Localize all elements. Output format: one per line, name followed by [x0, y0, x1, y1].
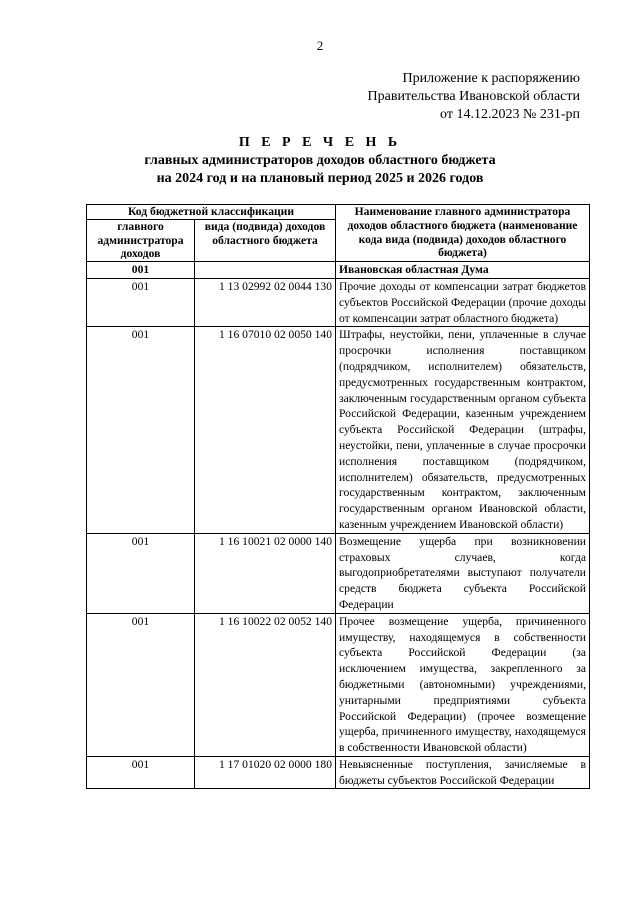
group-row — [87, 262, 590, 279]
row-kbk-code: 1 16 10021 02 0000 140 — [195, 533, 336, 613]
row-admin-code: 001 — [87, 278, 195, 326]
header-admin-name: Наименование главного администратора доходов областного бюджета (наименование кода вида (подвида) доходов областного бюджета) — [336, 205, 590, 262]
row-description: Возмещение ущерба при возникновении страховых случаев, когда выгодоприобретателями выступают получатели средств бюджета субъекта Российской Федерации — [336, 533, 590, 613]
appendix-line-1: Приложение к распоряжению — [402, 71, 580, 86]
page-number: 2 — [316, 38, 324, 53]
row-admin-code: 001 — [87, 533, 195, 613]
header-code-group: Код бюджетной классификации — [87, 205, 336, 220]
group-admin-name: Ивановская областная Дума — [336, 262, 590, 279]
row-kbk-code: 1 16 07010 02 0050 140 — [195, 327, 336, 533]
revenue-administrators-table — [86, 204, 590, 789]
row-admin-code: 001 — [87, 327, 195, 533]
group-kind-code — [195, 262, 336, 279]
document-title: П Е Р Е Ч Е Н Ь — [238, 135, 402, 150]
row-kbk-code: 1 17 01020 02 0000 180 — [195, 756, 336, 789]
table-row — [87, 756, 590, 789]
appendix-line-2: Правительства Ивановской области — [367, 89, 580, 104]
row-kbk-code: 1 13 02992 02 0044 130 — [195, 278, 336, 326]
table-row — [87, 533, 590, 613]
table-row — [87, 278, 590, 326]
subtitle-line-2: на 2024 год и на плановый период 2025 и 2026 годов — [156, 171, 484, 186]
header-admin-code: главного администратора доходов — [87, 219, 195, 261]
row-kbk-code: 1 16 10022 02 0052 140 — [195, 613, 336, 756]
table-row — [87, 327, 590, 533]
row-description: Прочее возмещение ущерба, причиненного имуществу, находящемуся в собственности субъекта Российской Федерации (за исключением имущества, закрепленного за бюджетными (автономными) учреждениями, унитарными предприятиями субъекта Российской Федерации) (прочее возмещение ущерба, причиненного имуществу, находящемуся в собственности Ивановской области) — [336, 613, 590, 756]
row-description: Штрафы, неустойки, пени, уплаченные в случае просрочки исполнения поставщиком (подрядчиком, исполнителем) обязательств, предусмотренных государственным контрактом, заключенным государственным органом субъекта Российской Федерации, казенным учреждением субъекта Российской Федерации (штрафы, неустойки, пени, уплаченные в случае просрочки исполнения поставщиком (подрядчиком, исполнителем) обязательств, предусмотренных государственным контрактом, заключенным государственным органом Ивановской области, казенным учреждением Ивановской области) — [336, 327, 590, 533]
header-kind-code: вида (подвида) доходов областного бюджета — [195, 219, 336, 261]
row-description: Прочие доходы от компенсации затрат бюджетов субъектов Российской Федерации (прочие доходы от компенсации затрат областного бюджета) — [336, 278, 590, 326]
appendix-note — [368, 70, 580, 124]
row-description: Невыясненные поступления, зачисляемые в бюджеты субъектов Российской Федерации — [336, 756, 590, 789]
subtitle-line-1: главных администраторов доходов областного бюджета — [144, 153, 496, 168]
group-admin-code: 001 — [87, 262, 195, 279]
row-admin-code: 001 — [87, 756, 195, 789]
row-admin-code: 001 — [87, 613, 195, 756]
document-subtitle — [0, 152, 640, 188]
table-row — [87, 613, 590, 756]
table-header-row — [87, 205, 590, 220]
appendix-line-3: от 14.12.2023 № 231-рп — [440, 107, 580, 122]
